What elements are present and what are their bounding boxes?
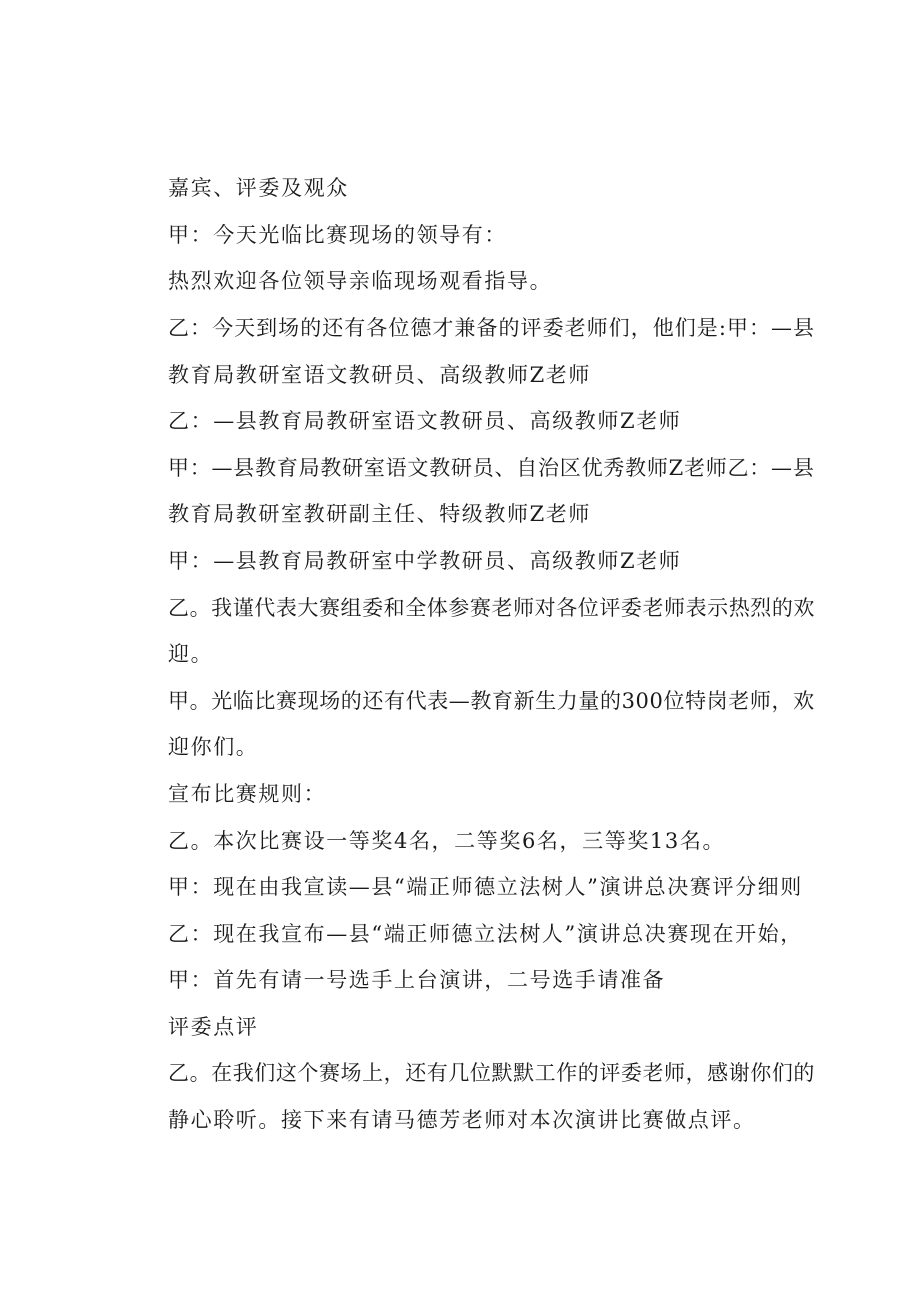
paragraph-line: 迎。: [168, 642, 214, 666]
paragraph-line: 静心聆听。接下来有请马德芳老师对本次演讲比赛做点评。: [168, 1108, 756, 1132]
paragraph-line: 甲。光临比赛现场的还有代表—教育新生力量的300位特岗老师，欢: [168, 689, 815, 713]
paragraph-line: 乙。我谨代表大赛组委和全体参赛老师对各位评委老师表示热烈的欢: [168, 596, 815, 620]
paragraph-line: 甲：—县教育局教研室语文教研员、自治区优秀教师Z老师乙：—县: [168, 456, 815, 480]
paragraph-line: 乙：—县教育局教研室语文教研员、高级教师Z老师: [168, 409, 682, 433]
paragraph-line: 乙：今天到场的还有各位德才兼备的评委老师们，他们是:甲：—县: [168, 316, 816, 340]
paragraph-line: 甲：首先有请一号选手上台演讲，二号选手请准备: [168, 968, 666, 992]
paragraph-line: 迎你们。: [168, 735, 259, 759]
heading-judges-review: 评委点评: [168, 1015, 259, 1039]
paragraph-line: 教育局教研室语文教研员、高级教师Z老师: [168, 363, 591, 387]
heading-guests: 嘉宾、评委及观众: [168, 176, 349, 200]
paragraph-line: 甲：现在由我宣读—县“端正师德立法树人”演讲总决赛评分细则: [168, 875, 803, 899]
paragraph-line: 乙。本次比赛设一等奖4名，二等奖6名，三等奖13名。: [168, 829, 726, 853]
paragraph-line: 教育局教研室教研副主任、特级教师Z老师: [168, 502, 591, 526]
paragraph-line: 乙：现在我宣布—县“端正师德立法树人”演讲总决赛现在开始，: [168, 922, 803, 946]
paragraph-line: 乙。在我们这个赛场上，还有几位默默工作的评委老师，感谢你们的: [168, 1061, 815, 1085]
paragraph-line: 甲：今天光临比赛现场的领导有：: [168, 223, 507, 247]
heading-rules: 宣布比赛规则：: [168, 782, 327, 806]
paragraph-line: 热烈欢迎各位领导亲临现场观看指导。: [168, 269, 553, 293]
paragraph-line: 甲：—县教育局教研室中学教研员、高级教师Z老师: [168, 549, 682, 573]
